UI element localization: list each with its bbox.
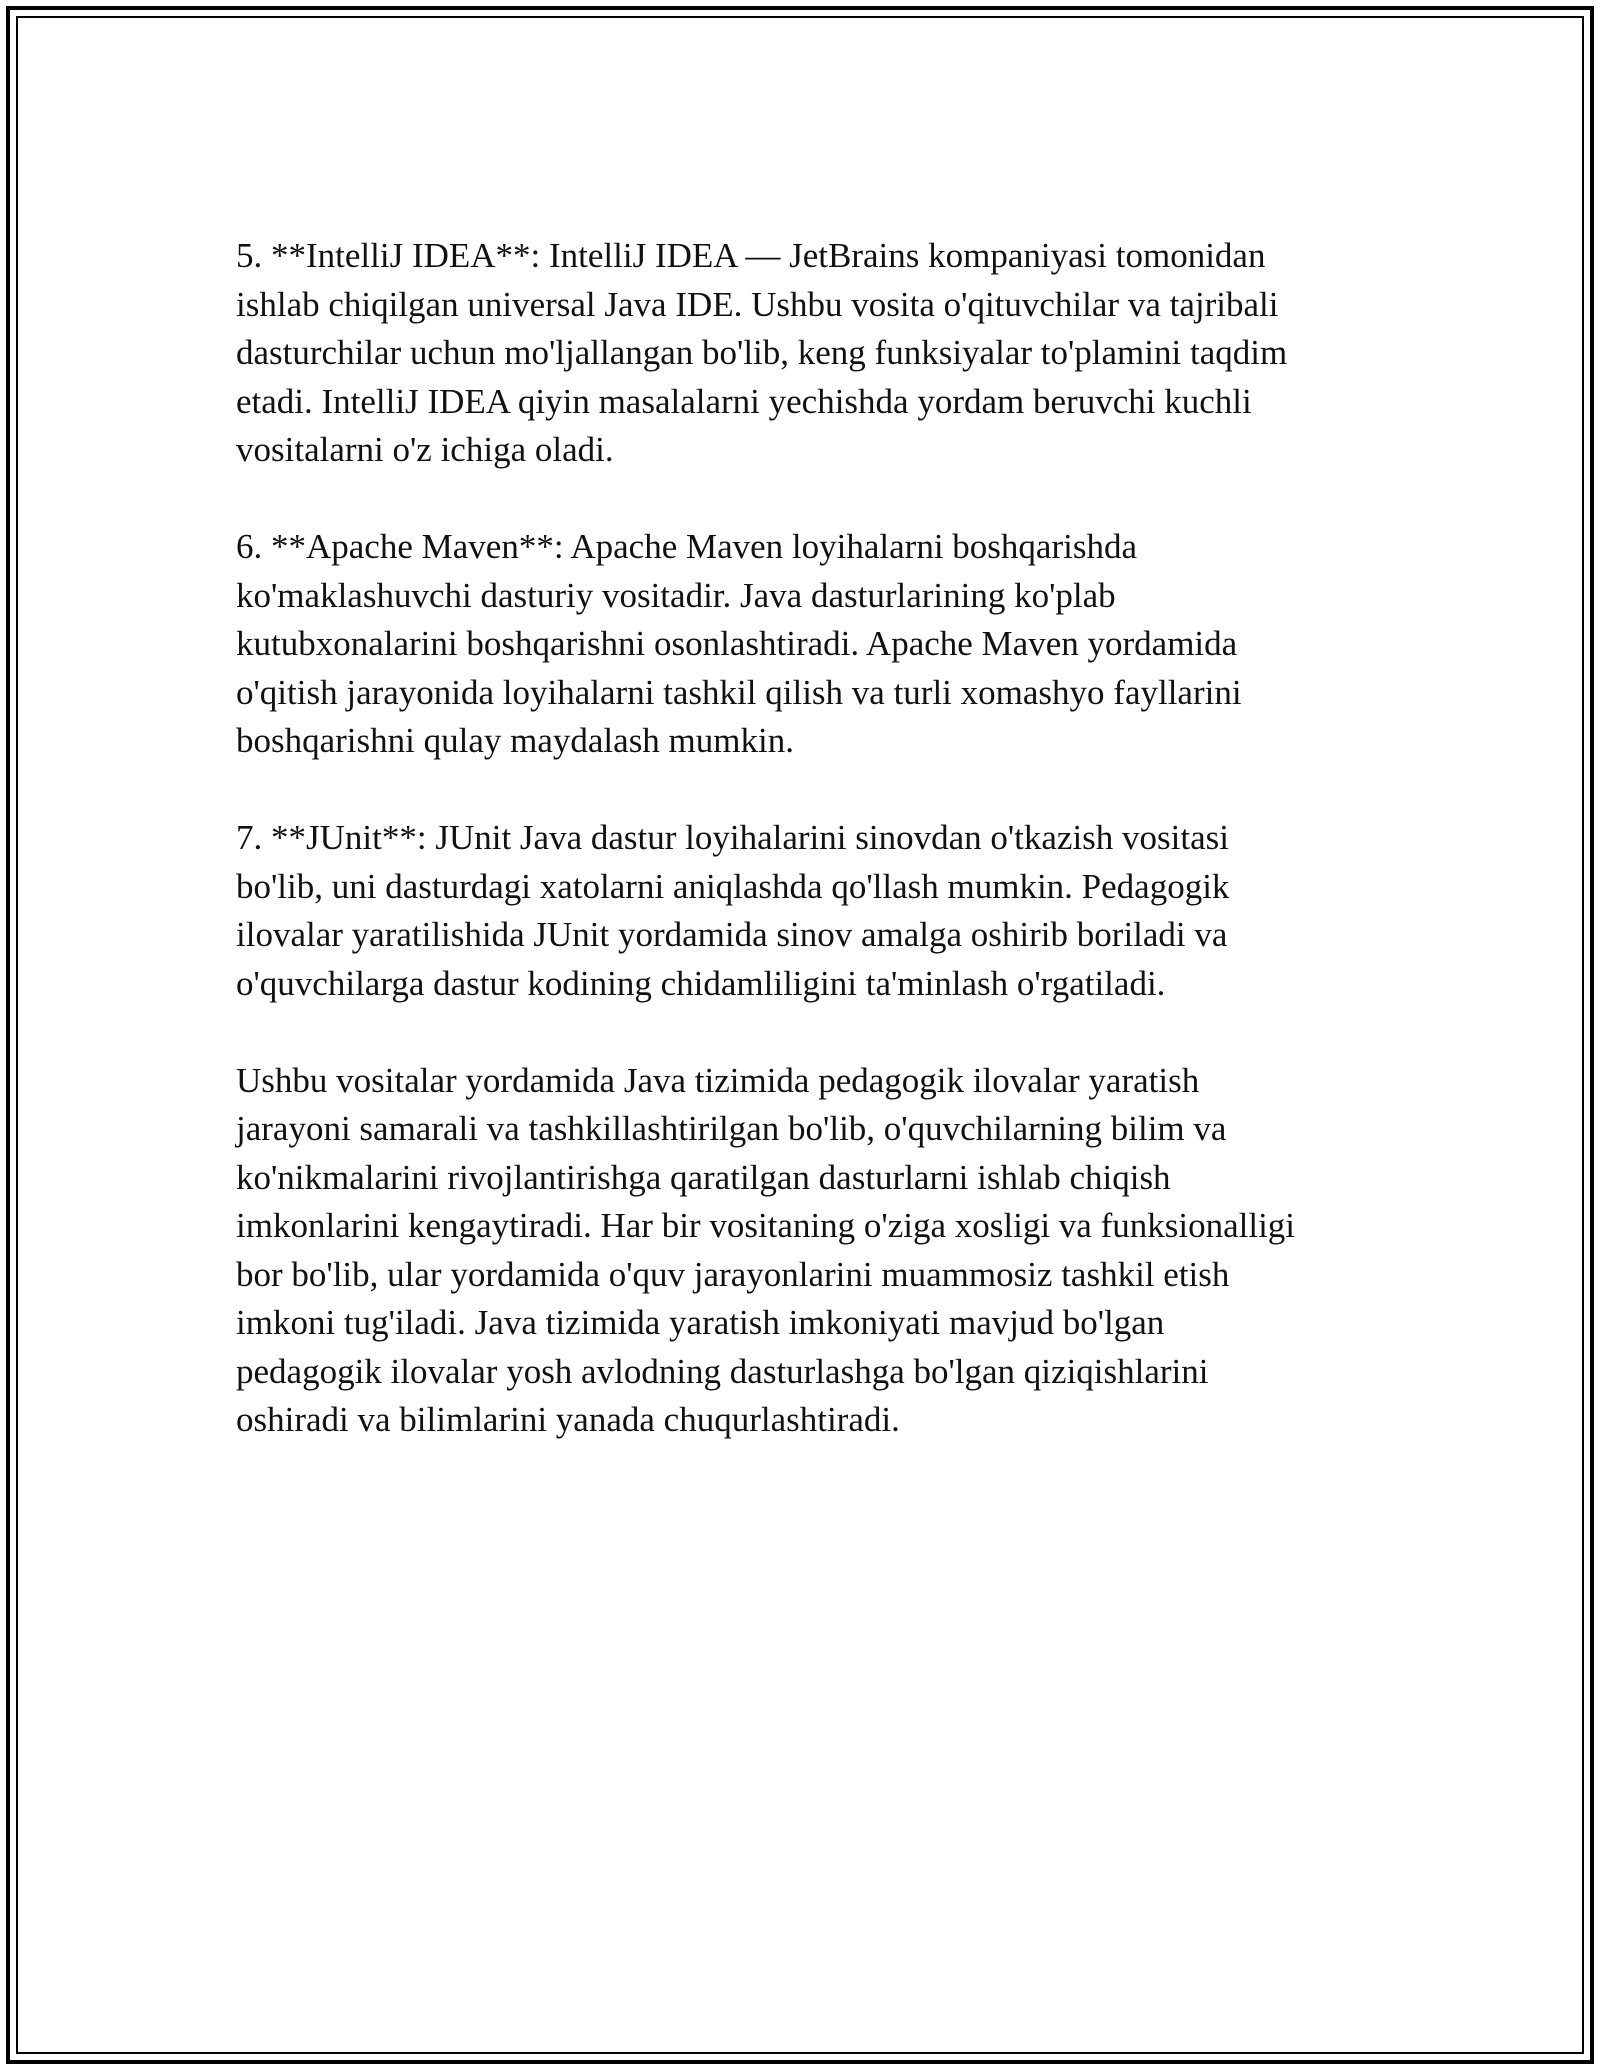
text-line: bo'lib, uni dasturdagi xatolarni aniqlashda qo'llash mumkin. Pedagogik [236,866,1230,906]
text-line: bor bo'lib, ular yordamida o'quv jarayonlarini muammosiz tashkil etish [236,1254,1230,1294]
paragraph-apache-maven [236,523,1366,766]
text-line: ko'maklashuvchi dasturiy vositadir. Java dasturlarining ko'plab [236,575,1116,615]
text-line: o'quvchilarga dastur kodining chidamliligini ta'minlash o'rgatiladi. [236,963,1166,1003]
text-line: 5. **IntelliJ IDEA**: IntelliJ IDEA — JetBrains kompaniyasi tomonidan [236,236,1266,275]
document-body [236,232,1366,1445]
text-line: jarayoni samarali va tashkillashtirilgan bo'lib, o'quvchilarning bilim va [236,1109,1227,1148]
text-line: etadi. IntelliJ IDEA qiyin masalalarni yechishda yordam beruvchi kuchli [236,381,1252,421]
text-line: kutubxonalarini boshqarishni osonlashtiradi. Apache Maven yordamida [236,624,1238,663]
text-line: vositalarni o'z ichiga oladi. [236,430,614,469]
text-line: ilovalar yaratilishida JUnit yordamida sinov amalga oshirib boriladi va [236,915,1228,954]
text-line: ishlab chiqilgan universal Java IDE. Ushbu vosita o'qituvchilar va tajribali [236,284,1279,324]
paragraph-conclusion [236,1057,1366,1445]
text-line: boshqarishni qulay maydalash mumkin. [236,721,794,760]
text-line: 6. **Apache Maven**: Apache Maven loyihalarni boshqarishda [236,527,1137,566]
text-line: pedagogik ilovalar yosh avlodning dasturlashga bo'lgan qiziqishlarini [236,1351,1209,1391]
text-line: o'qitish jarayonida loyihalarni tashkil qilish va turli xomashyo fayllarini [236,672,1242,712]
paragraph-intellij-idea [236,232,1366,475]
paragraph-junit [236,814,1366,1008]
text-line: 7. **JUnit**: JUnit Java dastur loyihalarini sinovdan o'tkazish vositasi [236,818,1230,857]
text-line: imkonlarini kengaytiradi. Har bir vositaning o'ziga xosligi va funksionalligi [236,1206,1296,1245]
text-line: dasturchilar uchun mo'ljallangan bo'lib, keng funksiyalar to'plamini taqdim [236,333,1288,372]
text-line: imkoni tug'iladi. Java tizimida yaratish imkoniyati mavjud bo'lgan [236,1303,1165,1342]
text-line: Ushbu vositalar yordamida Java tizimida pedagogik ilovalar yaratish [236,1060,1200,1100]
text-line: oshiradi va bilimlarini yanada chuqurlashtiradi. [236,1400,900,1439]
text-line: ko'nikmalarini rivojlantirishga qaratilgan dasturlarni ishlab chiqish [236,1157,1171,1197]
